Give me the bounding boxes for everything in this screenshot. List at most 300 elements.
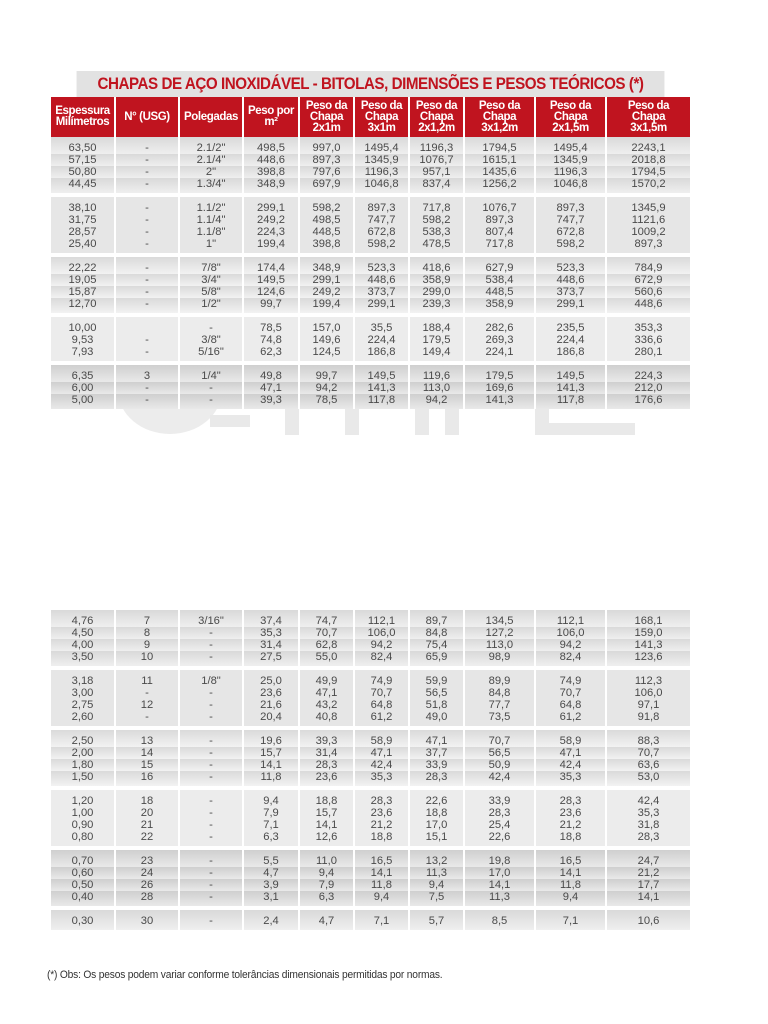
table-cell: 1495,4 (354, 137, 409, 154)
table-cell: 7,9 (243, 807, 299, 819)
table-cell: 299,1 (299, 274, 354, 286)
table-cell: 7,5 (409, 891, 464, 906)
row-group (51, 317, 690, 361)
table-cell: 3,1 (243, 891, 299, 906)
table-cell: 1/8" (179, 670, 243, 687)
table-row (51, 226, 690, 238)
table-row (51, 711, 690, 726)
table-cell: 62,8 (299, 639, 354, 651)
table-cell: 57,15 (51, 154, 115, 166)
table-cell: 15,7 (243, 747, 299, 759)
table-cell: 14,1 (243, 759, 299, 771)
row-group (51, 365, 690, 409)
table-cell: 523,3 (354, 257, 409, 274)
table-cell: 16 (115, 771, 179, 786)
table-body-bottom (51, 610, 690, 930)
table-cell: 9,53 (51, 334, 115, 346)
table-cell: 2,00 (51, 747, 115, 759)
table-cell: 1345,9 (354, 154, 409, 166)
table-cell: 75,4 (409, 639, 464, 651)
table-cell: 373,7 (535, 286, 606, 298)
table-row (51, 699, 690, 711)
table-cell: 149,5 (535, 365, 606, 382)
table-cell: 14,1 (535, 867, 606, 879)
table-cell: 74,8 (243, 334, 299, 346)
table-cell: 186,8 (535, 346, 606, 361)
table-cell: - (115, 226, 179, 238)
table-cell: 4,7 (243, 867, 299, 879)
table-cell: 179,5 (464, 365, 535, 382)
table-cell: 21,6 (243, 699, 299, 711)
table-cell: 49,8 (243, 365, 299, 382)
table-row (51, 382, 690, 394)
table-cell: 47,1 (535, 747, 606, 759)
table-cell: 22 (115, 831, 179, 846)
table-cell: 10 (115, 651, 179, 666)
table-cell: 16,5 (354, 850, 409, 867)
table-cell: 20 (115, 807, 179, 819)
table-cell: 448,6 (535, 274, 606, 286)
header-line: m² (264, 116, 278, 128)
table-cell: - (179, 831, 243, 846)
table-cell: 74,9 (354, 670, 409, 687)
table-row (51, 365, 690, 382)
table-cell: 33,9 (409, 759, 464, 771)
table-cell: 224,4 (535, 334, 606, 346)
table-cell: 149,6 (299, 334, 354, 346)
table-cell: 299,1 (354, 298, 409, 313)
table-cell: 123,6 (606, 651, 690, 666)
table-cell: 5,5 (243, 850, 299, 867)
table-cell: - (179, 910, 243, 930)
table-cell: 35,3 (243, 627, 299, 639)
table-cell: 27,5 (243, 651, 299, 666)
table-cell: 28,3 (535, 790, 606, 807)
table-row (51, 759, 690, 771)
table-cell: 837,4 (409, 178, 464, 193)
table-cell: 7/8" (179, 257, 243, 274)
table-cell: 2.1/4" (179, 154, 243, 166)
table-cell: - (179, 759, 243, 771)
table-cell: 47,1 (243, 382, 299, 394)
table-cell: 1,00 (51, 807, 115, 819)
table-cell: - (115, 214, 179, 226)
table-cell: - (179, 687, 243, 699)
table-cell: 47,1 (354, 747, 409, 759)
table-cell: 448,6 (243, 154, 299, 166)
table-cell: - (179, 850, 243, 867)
table-cell: 31,4 (243, 639, 299, 651)
table-cell: 49,9 (299, 670, 354, 687)
table-cell: 124,6 (243, 286, 299, 298)
table-cell: 9,4 (243, 790, 299, 807)
table-cell: 31,4 (299, 747, 354, 759)
table-cell: 62,3 (243, 346, 299, 361)
table-cell: 188,4 (409, 317, 464, 334)
table-cell: 21,2 (354, 819, 409, 831)
table-cell: 11,3 (464, 891, 535, 906)
table-cell: 0,40 (51, 891, 115, 906)
table-cell: 598,2 (409, 214, 464, 226)
table-cell: 50,80 (51, 166, 115, 178)
table-cell: 14,1 (299, 819, 354, 831)
table-cell: 1" (179, 238, 243, 253)
row-group (51, 790, 690, 846)
row-group (51, 257, 690, 313)
table-cell: 89,9 (464, 670, 535, 687)
table-row (51, 257, 690, 274)
table-cell: - (179, 639, 243, 651)
table-cell: 10,00 (51, 317, 115, 334)
table-cell: 282,6 (464, 317, 535, 334)
column-header-5 (354, 97, 409, 137)
column-header-8 (535, 97, 606, 137)
table-cell: 717,8 (464, 238, 535, 253)
table-cell: 99,7 (299, 365, 354, 382)
column-header-2 (179, 97, 243, 137)
table-cell: - (115, 238, 179, 253)
table-cell: 47,1 (409, 730, 464, 747)
table-cell: 0,60 (51, 867, 115, 879)
table-cell: 6,3 (243, 831, 299, 846)
table-cell: 0,50 (51, 879, 115, 891)
table-cell: 697,9 (299, 178, 354, 193)
table-cell: 717,8 (409, 197, 464, 214)
table-cell: - (115, 137, 179, 154)
table-cell: 23,6 (299, 771, 354, 786)
header-line: Chapa (553, 110, 588, 123)
table-cell: 269,3 (464, 334, 535, 346)
table-cell: 11,3 (409, 867, 464, 879)
table-cell: 3/8" (179, 334, 243, 346)
table-cell: 239,3 (409, 298, 464, 313)
table-row (51, 867, 690, 879)
table-cell: 113,0 (409, 382, 464, 394)
table-cell: 28,3 (299, 759, 354, 771)
table-cell: 106,0 (535, 627, 606, 639)
table-cell: 299,1 (243, 197, 299, 214)
table-cell: 358,9 (409, 274, 464, 286)
table-cell: 224,1 (464, 346, 535, 361)
table-row (51, 178, 690, 193)
table-cell: 33,9 (464, 790, 535, 807)
table-cell: 99,7 (243, 298, 299, 313)
table-cell: 168,1 (606, 610, 690, 627)
table-cell: 47,1 (299, 687, 354, 699)
table-cell: 141,3 (354, 382, 409, 394)
header-line: N° (USG) (124, 110, 170, 123)
table-cell: 807,4 (464, 226, 535, 238)
column-header-4 (299, 97, 354, 137)
table-cell: 124,5 (299, 346, 354, 361)
table-cell: 1009,2 (606, 226, 690, 238)
table-cell: 1495,4 (535, 137, 606, 154)
table-row (51, 807, 690, 819)
table-cell: 224,3 (606, 365, 690, 382)
table-cell: 21,2 (535, 819, 606, 831)
header-line: Chapa (309, 110, 344, 123)
table-row (51, 154, 690, 166)
table-row (51, 730, 690, 747)
table-cell: 127,2 (464, 627, 535, 639)
table-cell: 598,2 (535, 238, 606, 253)
table-cell: 134,5 (464, 610, 535, 627)
table-cell: 19,8 (464, 850, 535, 867)
table-cell: 5/16" (179, 346, 243, 361)
table-cell: 1,50 (51, 771, 115, 786)
column-header-6 (409, 97, 464, 137)
table-cell: 627,9 (464, 257, 535, 274)
table-cell: 37,4 (243, 610, 299, 627)
table-cell: 18,8 (354, 831, 409, 846)
table-cell: 398,8 (243, 166, 299, 178)
table-cell: - (179, 807, 243, 819)
table-cell: 17,0 (464, 867, 535, 879)
table-cell: 35,3 (354, 771, 409, 786)
table-cell: 672,8 (354, 226, 409, 238)
table-cell: 22,6 (464, 831, 535, 846)
table-cell: 149,4 (409, 346, 464, 361)
table-cell: - (179, 382, 243, 394)
table-cell: 897,3 (464, 214, 535, 226)
table-cell: 35,3 (535, 771, 606, 786)
table-cell: 1345,9 (535, 154, 606, 166)
table-cell: 44,45 (51, 178, 115, 193)
table-row (51, 394, 690, 409)
table-row (51, 891, 690, 906)
table-cell: 1.1/2" (179, 197, 243, 214)
table-cell: 3,18 (51, 670, 115, 687)
table-cell: 348,9 (299, 257, 354, 274)
table-cell: 3,50 (51, 651, 115, 666)
table-cell: 56,5 (464, 747, 535, 759)
table-cell: 61,2 (354, 711, 409, 726)
table-row (51, 831, 690, 846)
weights-table-top (51, 97, 690, 137)
table-cell: - (179, 790, 243, 807)
table-cell: 26 (115, 879, 179, 891)
column-header-3 (243, 97, 299, 137)
table-cell: 353,3 (606, 317, 690, 334)
table-cell: 2.1/2" (179, 137, 243, 154)
table-cell: 35,3 (606, 807, 690, 819)
table-cell: 9,4 (409, 879, 464, 891)
table-row (51, 819, 690, 831)
header-line: Peso da (549, 99, 592, 112)
table-cell: 6,35 (51, 365, 115, 382)
table-cell: 7,93 (51, 346, 115, 361)
table-cell: 63,50 (51, 137, 115, 154)
table-cell: 78,5 (243, 317, 299, 334)
table-cell: 22,22 (51, 257, 115, 274)
table-cell: 28,57 (51, 226, 115, 238)
table-cell: 1794,5 (606, 166, 690, 178)
table-cell: 117,8 (354, 394, 409, 409)
table-cell: 25,40 (51, 238, 115, 253)
table-cell: 12,70 (51, 298, 115, 313)
table-cell: 77,7 (464, 699, 535, 711)
table-row (51, 286, 690, 298)
table-row (51, 910, 690, 930)
table-cell: 94,2 (535, 639, 606, 651)
table-cell: 7,1 (354, 910, 409, 930)
table-cell: 174,4 (243, 257, 299, 274)
table-cell: 7,9 (299, 879, 354, 891)
table-cell: 19,6 (243, 730, 299, 747)
table-cell: 6,00 (51, 382, 115, 394)
table-cell: - (179, 699, 243, 711)
table-cell: 64,8 (354, 699, 409, 711)
table-cell: 11,8 (535, 879, 606, 891)
table-cell: 538,3 (409, 226, 464, 238)
table-cell: 478,5 (409, 238, 464, 253)
table-cell: 897,3 (535, 197, 606, 214)
table-cell: 113,0 (464, 639, 535, 651)
table-cell: 498,5 (243, 137, 299, 154)
table-row (51, 850, 690, 867)
table-cell: 224,4 (354, 334, 409, 346)
table-cell: 70,7 (299, 627, 354, 639)
table-cell: 42,4 (354, 759, 409, 771)
table-cell: 0,80 (51, 831, 115, 846)
table-cell: 70,7 (535, 687, 606, 699)
table-cell: 28,3 (354, 790, 409, 807)
table-cell: 299,0 (409, 286, 464, 298)
table-row (51, 879, 690, 891)
table-cell: 448,6 (606, 298, 690, 313)
table-cell: 1,20 (51, 790, 115, 807)
table-cell: 598,2 (354, 238, 409, 253)
table-cell: 3/4" (179, 274, 243, 286)
table-cell: 398,8 (299, 238, 354, 253)
row-group (51, 137, 690, 193)
table-cell: 176,6 (606, 394, 690, 409)
table-row (51, 747, 690, 759)
footnote: (*) Obs: Os pesos podem variar conforme tolerâncias dimensionais permitidas por normas. (47, 969, 443, 981)
table-row (51, 687, 690, 699)
table-cell: 9,4 (299, 867, 354, 879)
table-cell: 21 (115, 819, 179, 831)
table-cell: 55,0 (299, 651, 354, 666)
table-cell: 448,6 (354, 274, 409, 286)
header-line: Peso da (360, 99, 403, 112)
table-cell: 280,1 (606, 346, 690, 361)
table-cell: 1,80 (51, 759, 115, 771)
table-cell: 13,2 (409, 850, 464, 867)
table-cell: 348,9 (243, 178, 299, 193)
header-line: Peso da (415, 99, 458, 112)
table-cell: - (115, 334, 179, 346)
table-cell: 112,1 (535, 610, 606, 627)
table-cell: 997,0 (299, 137, 354, 154)
table-cell: - (179, 711, 243, 726)
header-line: 3x1,2m (481, 121, 518, 134)
table-title: CHAPAS DE AÇO INOXIDÁVEL - BITOLAS, DIMENSÕES E PESOS TEÓRICOS (*) (77, 71, 665, 97)
table-cell: 18,8 (299, 790, 354, 807)
table-cell: 3 (115, 365, 179, 382)
table-cell: 358,9 (464, 298, 535, 313)
table-row (51, 771, 690, 786)
table-cell: 179,5 (409, 334, 464, 346)
table-row (51, 274, 690, 286)
table-cell: 224,3 (243, 226, 299, 238)
table-cell: 89,7 (409, 610, 464, 627)
table-cell: - (179, 317, 243, 334)
table-cell: 159,0 (606, 627, 690, 639)
table-cell: 299,1 (535, 298, 606, 313)
table-cell: 28,3 (409, 771, 464, 786)
table-cell: 97,1 (606, 699, 690, 711)
header-line: 2x1,5m (552, 121, 589, 134)
table-cell: 784,9 (606, 257, 690, 274)
table-cell: 70,7 (606, 747, 690, 759)
table-cell: - (115, 257, 179, 274)
table-cell: 28,3 (606, 831, 690, 846)
column-header-0 (51, 97, 115, 137)
table-cell: 23,6 (354, 807, 409, 819)
table-cell: 747,7 (535, 214, 606, 226)
table-cell: 43,2 (299, 699, 354, 711)
table-cell: 498,5 (299, 214, 354, 226)
header-line: Chapa (631, 110, 666, 123)
table-row (51, 651, 690, 666)
table-cell: - (115, 346, 179, 361)
table-cell: 117,8 (535, 394, 606, 409)
table-cell: 897,3 (606, 238, 690, 253)
table-cell: 897,3 (299, 154, 354, 166)
table-cell: 7 (115, 610, 179, 627)
table-cell: 4,00 (51, 639, 115, 651)
table-cell: 15 (115, 759, 179, 771)
table-cell: - (115, 382, 179, 394)
table-cell: 14,1 (606, 891, 690, 906)
table-cell: 199,4 (299, 298, 354, 313)
table-cell: 3,00 (51, 687, 115, 699)
header-line: 2x1,2m (418, 121, 455, 134)
table-row (51, 670, 690, 687)
table-cell: - (115, 394, 179, 409)
table-cell: 141,3 (535, 382, 606, 394)
table-cell: 797,6 (299, 166, 354, 178)
table-cell: 38,10 (51, 197, 115, 214)
table-cell: 25,0 (243, 670, 299, 687)
table-cell: 747,7 (354, 214, 409, 226)
table-cell: 7,1 (535, 910, 606, 930)
header-line: 3x1,5m (630, 121, 667, 134)
table-cell: 373,7 (354, 286, 409, 298)
table-cell: 7,1 (243, 819, 299, 831)
table-cell: 1.3/4" (179, 178, 243, 193)
table-cell: 9,4 (535, 891, 606, 906)
table-cell: 58,9 (354, 730, 409, 747)
table-cell: 1196,3 (354, 166, 409, 178)
table-row (51, 317, 690, 334)
table-cell: 1/4" (179, 365, 243, 382)
row-group (51, 670, 690, 726)
table-cell: 64,8 (535, 699, 606, 711)
table-cell: 11,8 (354, 879, 409, 891)
table-cell: 149,5 (354, 365, 409, 382)
table-cell: 59,9 (409, 670, 464, 687)
table-cell: - (115, 298, 179, 313)
table-cell: - (115, 154, 179, 166)
table-cell: 42,4 (606, 790, 690, 807)
table-cell: - (179, 627, 243, 639)
header-line: 3x1m (367, 121, 396, 134)
top-table-section (51, 71, 690, 409)
table-row (51, 639, 690, 651)
header-line: Peso da (627, 99, 670, 112)
